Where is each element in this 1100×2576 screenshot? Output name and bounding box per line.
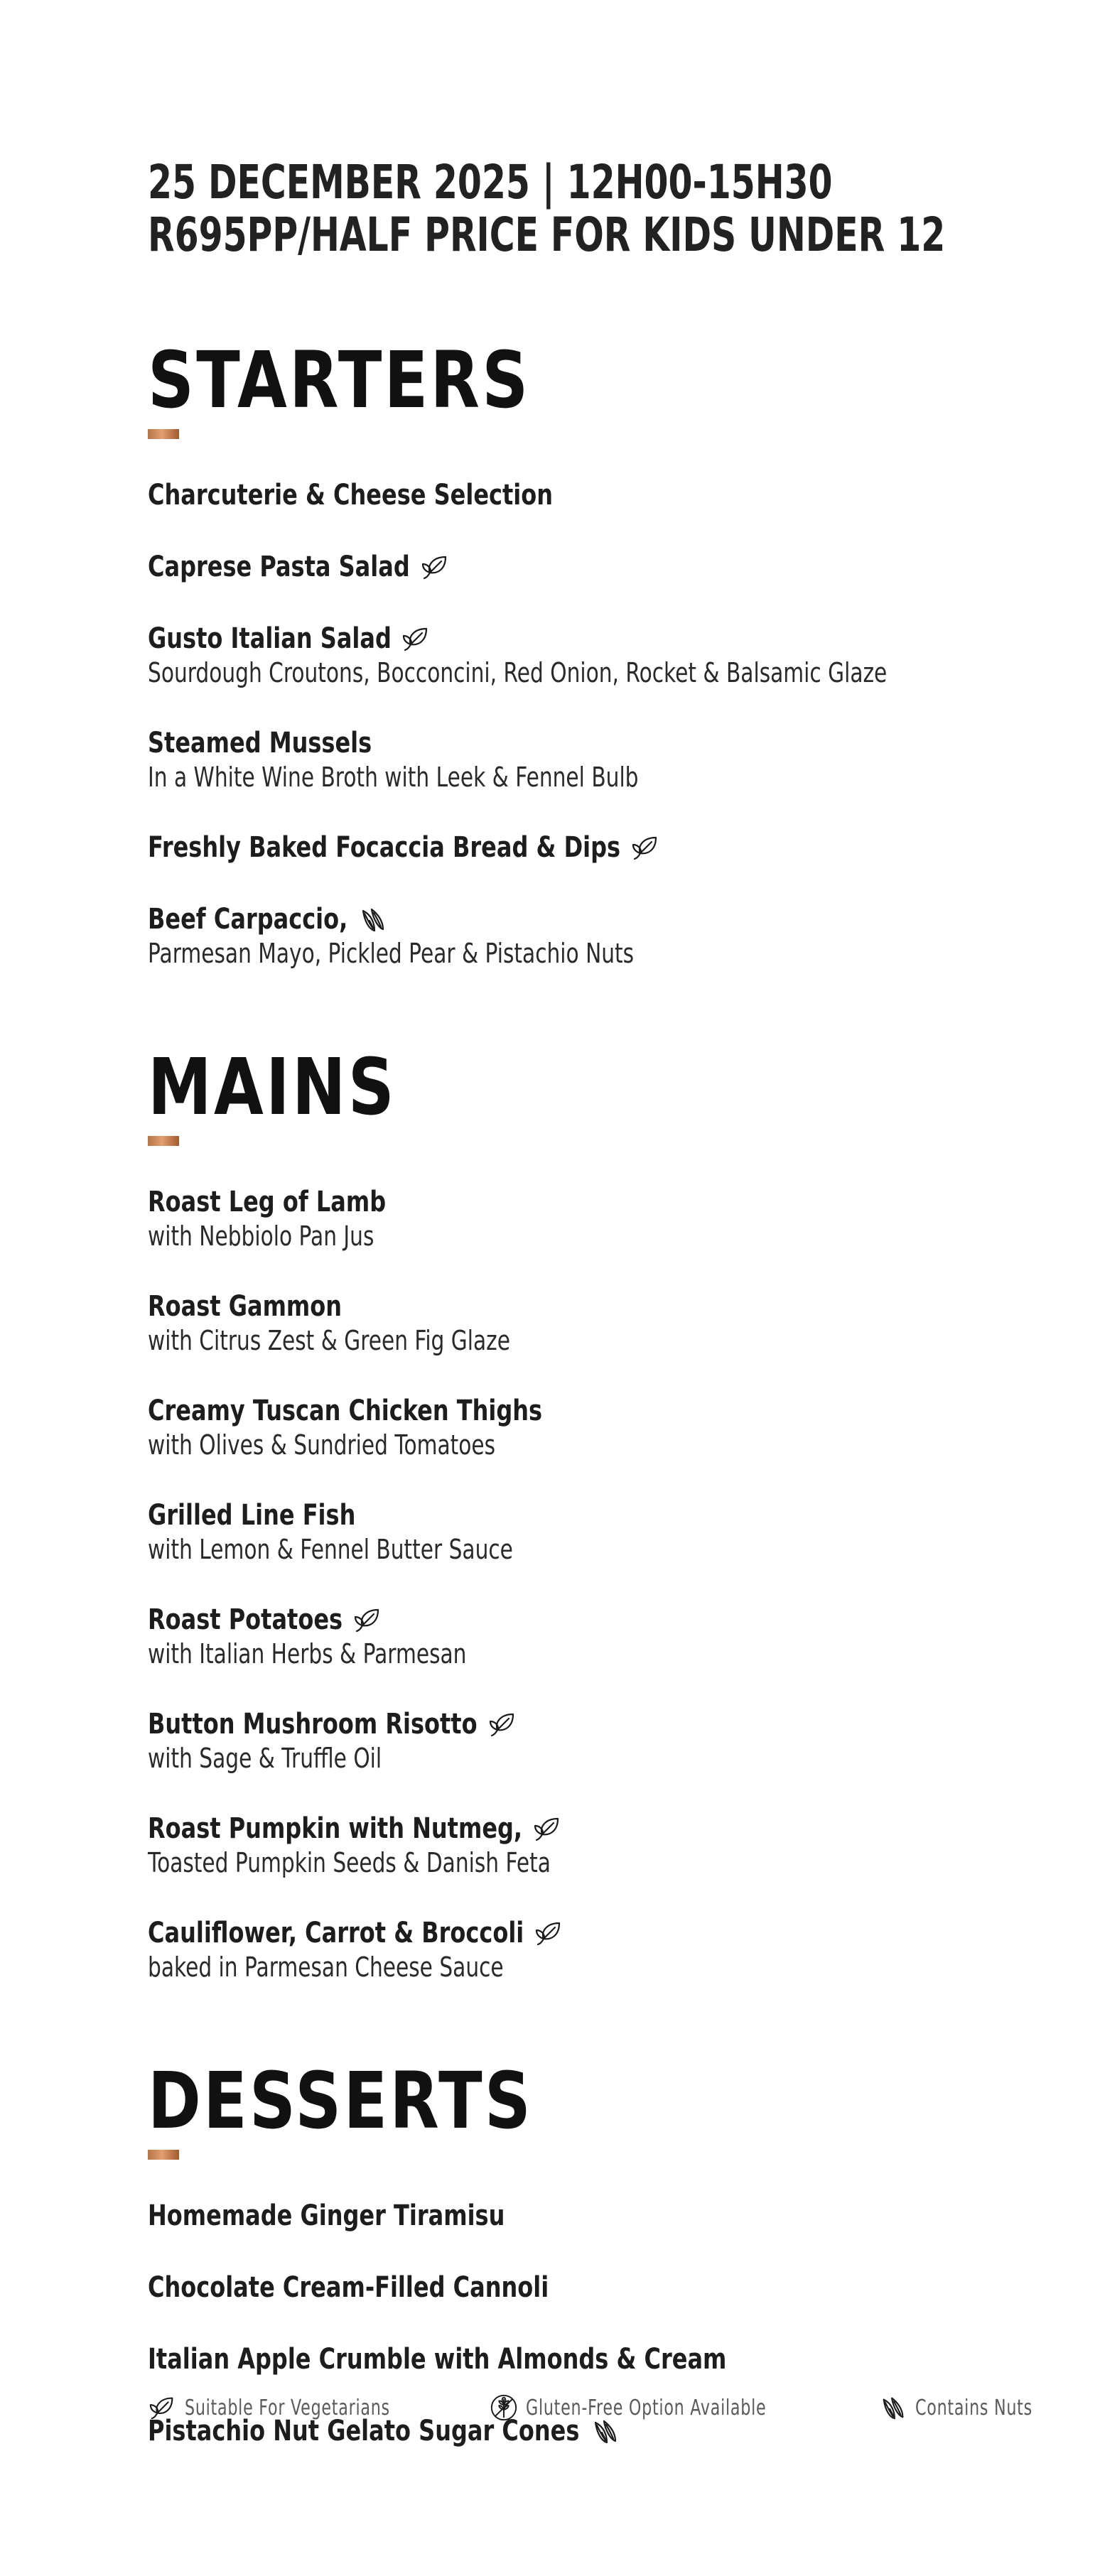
menu-item-description: baked in Parmesan Cheese Sauce [148, 1952, 504, 1983]
leaf-icon [534, 1917, 565, 1949]
mains-section [148, 1041, 858, 1984]
menu-item-title-row [148, 1811, 858, 1846]
nut-icon [357, 904, 389, 935]
menu-item-title-row [148, 2198, 858, 2234]
menu-item-description: with Lemon & Fennel Butter Sauce [148, 1534, 513, 1565]
menu-item-name: Italian Apple Crumble with Almonds & Cream [148, 2343, 727, 2376]
section-title-mains: MAINS [148, 1041, 397, 1132]
menu-item-name: Pistachio Nut Gelato Sugar Cones [148, 2415, 580, 2447]
nut-icon [878, 2393, 908, 2423]
leaf-icon [532, 1813, 564, 1844]
menu-item-title-row [148, 1602, 858, 1638]
menu-item-description: with Italian Herbs & Parmesan [148, 1638, 467, 1669]
menu-item-title-row [148, 830, 858, 865]
menu-item-title-row [148, 1915, 858, 1951]
leaf-icon [352, 1604, 384, 1635]
menu-item [148, 1393, 858, 1461]
menu-item [148, 621, 888, 689]
menu-item-description: with Nebbiolo Pan Jus [148, 1221, 374, 1252]
menu-item [148, 902, 858, 970]
menu-item-title-row [148, 1289, 858, 1324]
leaf-icon [401, 623, 432, 654]
menu-item-description: Sourdough Croutons, Bocconcini, Red Onion, Rocket & Balsamic Glaze [148, 657, 888, 688]
legend-nuts [878, 2393, 1074, 2423]
menu-item [148, 549, 858, 585]
menu-item-description: with Sage & Truffle Oil [148, 1743, 382, 1774]
menu-item [148, 2270, 858, 2305]
menu-item-title-row [148, 1498, 858, 1533]
menu-item-name: Cauliflower, Carrot & Broccoli [148, 1917, 524, 1949]
menu-item-name: Caprese Pasta Salad [148, 551, 410, 583]
menu-item-name: Gusto Italian Salad [148, 622, 392, 655]
menu-item-title-row [148, 725, 858, 761]
menu-page [148, 155, 946, 2449]
menu-item-name: Creamy Tuscan Chicken Thighs [148, 1395, 543, 1427]
event-date-time: 25 DECEMBER 2025 | 12H00-15H30 [148, 155, 833, 210]
leaf-icon [630, 832, 662, 863]
event-price: R695PP/HALF PRICE FOR KIDS UNDER 12 [148, 207, 946, 262]
legend-label: Suitable For Vegetarians [185, 2395, 390, 2420]
menu-item [148, 2342, 858, 2377]
menu-item [148, 725, 858, 794]
menu-item [148, 1915, 858, 1984]
menu-item-title-row [148, 2270, 858, 2305]
menu-item-name: Chocolate Cream-Filled Cannoli [148, 2271, 549, 2304]
menu-item [148, 1706, 858, 1775]
desserts-section [148, 2055, 858, 2449]
menu-item-description: Parmesan Mayo, Pickled Pear & Pistachio Nuts [148, 938, 635, 969]
menu-item [148, 1811, 858, 1879]
legend-gluten-free [489, 2393, 851, 2423]
legend-label: Gluten-Free Option Available [526, 2395, 767, 2420]
menu-item [148, 477, 858, 513]
menu-item-title-row [148, 1184, 858, 1220]
menu-item [148, 2198, 858, 2234]
menu-item-name: Grilled Line Fish [148, 1499, 356, 1532]
leaf-icon [420, 551, 451, 583]
menu-item [148, 1602, 858, 1670]
menu-item [148, 830, 858, 865]
section-title-desserts: DESSERTS [148, 2055, 534, 2146]
menu-item-title-row [148, 549, 858, 585]
menu-item-name: Roast Pumpkin with Nutmeg, [148, 1812, 523, 1845]
starters-section [148, 335, 888, 970]
menu-item-name: Roast Potatoes [148, 1603, 343, 1636]
menu-item-description: Toasted Pumpkin Seeds & Danish Feta [148, 1847, 551, 1878]
leaf-icon [148, 2393, 178, 2423]
starters-list [148, 477, 888, 970]
menu-item-title-row [148, 902, 858, 937]
wheat-circle-icon [489, 2393, 519, 2423]
menu-item-title-row [148, 1393, 858, 1429]
accent-divider [148, 429, 179, 439]
menu-item-name: Roast Leg of Lamb [148, 1186, 387, 1218]
menu-item-description: with Olives & Sundried Tomatoes [148, 1429, 496, 1461]
menu-item-name: Beef Carpaccio, [148, 903, 348, 936]
accent-divider [148, 1136, 179, 1146]
menu-item-name: Homemade Ginger Tiramisu [148, 2199, 505, 2232]
leaf-icon [487, 1709, 519, 1740]
menu-item-title-row [148, 1706, 858, 1742]
menu-item-description: with Citrus Zest & Green Fig Glaze [148, 1325, 510, 1356]
legend-vegetarian [148, 2393, 462, 2423]
menu-item-title-row [148, 477, 858, 513]
menu-item-name: Charcuterie & Cheese Selection [148, 479, 554, 512]
dietary-legend [148, 2393, 1100, 2423]
legend-label: Contains Nuts [915, 2395, 1032, 2420]
mains-list [148, 1184, 858, 1984]
menu-item-name: Freshly Baked Focaccia Bread & Dips [148, 831, 621, 864]
menu-item-name: Steamed Mussels [148, 727, 372, 759]
menu-item-description: In a White Wine Broth with Leek & Fennel Bulb [148, 762, 639, 793]
menu-item [148, 1289, 858, 1357]
menu-item-title-row [148, 621, 858, 656]
accent-divider [148, 2150, 179, 2160]
menu-item-name: Button Mushroom Risotto [148, 1708, 478, 1741]
menu-item [148, 1184, 858, 1252]
menu-item-title-row [148, 2342, 858, 2377]
section-title-starters: STARTERS [148, 335, 531, 426]
menu-item-name: Roast Gammon [148, 1290, 343, 1323]
menu-item [148, 1498, 858, 1566]
